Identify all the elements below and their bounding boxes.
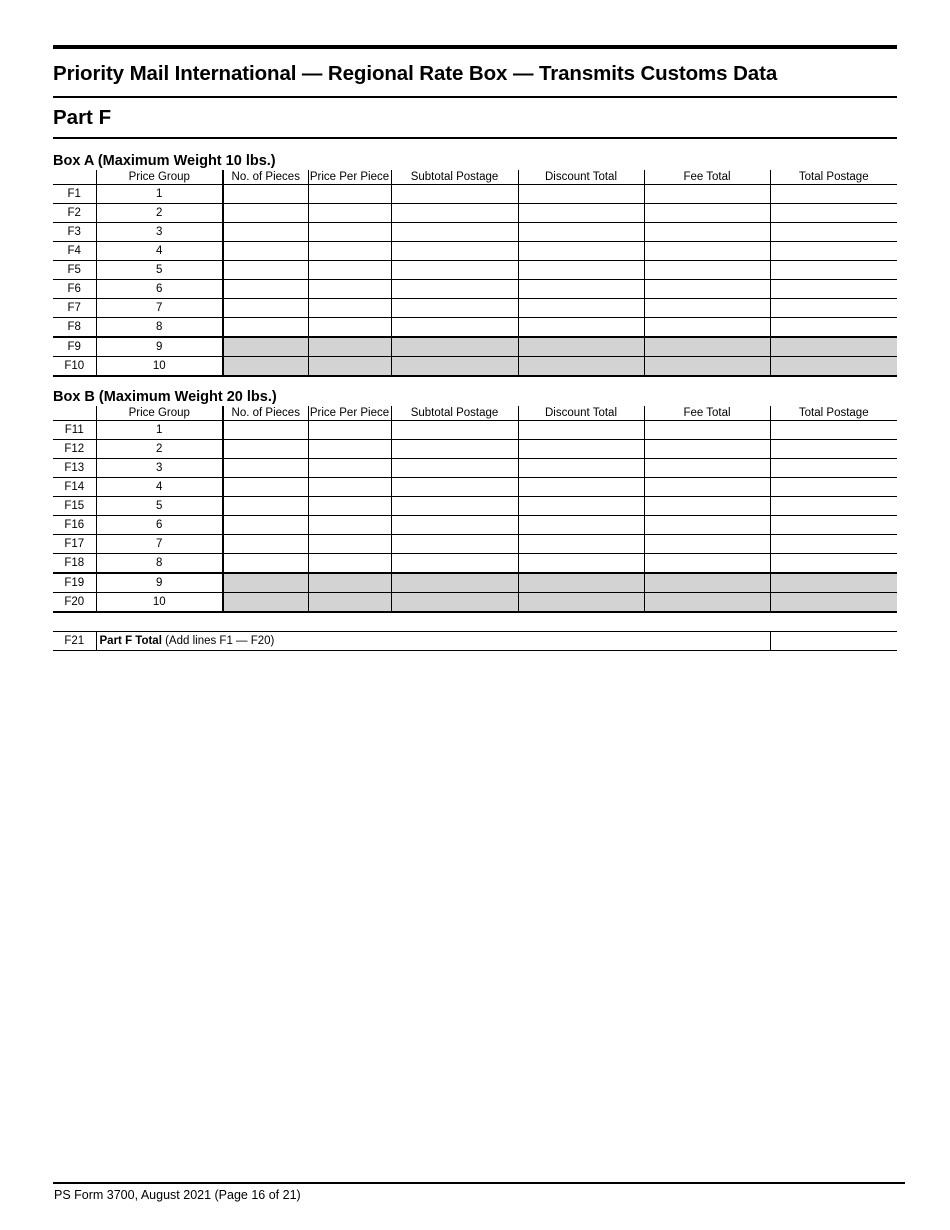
no-of-pieces-field[interactable] <box>223 223 308 242</box>
discount-total-field[interactable] <box>518 554 644 574</box>
price-group-value: 5 <box>96 261 223 280</box>
total-postage-field[interactable] <box>770 261 897 280</box>
row-code: F17 <box>53 535 96 554</box>
no-of-pieces-field <box>223 573 308 593</box>
total-postage-field[interactable] <box>770 478 897 497</box>
table-row <box>53 440 897 459</box>
fee-total-field[interactable] <box>644 242 770 261</box>
price-per-piece-field[interactable] <box>308 185 391 204</box>
price-group-value: 6 <box>96 280 223 299</box>
price-per-piece-field[interactable] <box>308 299 391 318</box>
row-code: F9 <box>53 337 96 357</box>
table-row <box>53 421 897 440</box>
header-subtotal-postage: Subtotal Postage <box>391 406 518 421</box>
total-postage-field[interactable] <box>770 516 897 535</box>
discount-total-field <box>518 337 644 357</box>
no-of-pieces-field[interactable] <box>223 299 308 318</box>
table-row <box>53 204 897 223</box>
subtotal-postage-field[interactable] <box>391 204 518 223</box>
price-per-piece-field[interactable] <box>308 440 391 459</box>
no-of-pieces-field[interactable] <box>223 242 308 261</box>
header-blank <box>53 170 96 185</box>
box-b-title: Box B (Maximum Weight 20 lbs.) <box>53 389 277 405</box>
price-per-piece-field[interactable] <box>308 204 391 223</box>
discount-total-field[interactable] <box>518 497 644 516</box>
subtotal-postage-field[interactable] <box>391 516 518 535</box>
subtotal-postage-field[interactable] <box>391 497 518 516</box>
no-of-pieces-field <box>223 593 308 613</box>
header-total-postage: Total Postage <box>770 406 897 421</box>
total-postage-field[interactable] <box>770 223 897 242</box>
header-subtotal-postage: Subtotal Postage <box>391 170 518 185</box>
no-of-pieces-field[interactable] <box>223 204 308 223</box>
discount-total-field[interactable] <box>518 223 644 242</box>
price-group-value: 2 <box>96 440 223 459</box>
price-per-piece-field[interactable] <box>308 497 391 516</box>
no-of-pieces-field[interactable] <box>223 554 308 574</box>
table-row <box>53 516 897 535</box>
fee-total-field[interactable] <box>644 421 770 440</box>
table-row <box>53 223 897 242</box>
row-code: F10 <box>53 357 96 377</box>
part-total-label <box>96 632 770 651</box>
total-postage-field[interactable] <box>770 440 897 459</box>
fee-total-field <box>644 337 770 357</box>
subtotal-postage-field[interactable] <box>391 261 518 280</box>
price-per-piece-field <box>308 337 391 357</box>
discount-total-field <box>518 357 644 377</box>
row-code: F1 <box>53 185 96 204</box>
discount-total-field[interactable] <box>518 204 644 223</box>
no-of-pieces-field[interactable] <box>223 516 308 535</box>
header-price-group: Price Group <box>96 170 223 185</box>
table-row <box>53 497 897 516</box>
total-postage-field[interactable] <box>770 299 897 318</box>
price-group-value: 9 <box>96 337 223 357</box>
row-code: F11 <box>53 421 96 440</box>
box-a-table <box>53 170 897 377</box>
total-postage-field[interactable] <box>770 421 897 440</box>
subtotal-postage-field[interactable] <box>391 299 518 318</box>
discount-total-field[interactable] <box>518 516 644 535</box>
no-of-pieces-field[interactable] <box>223 185 308 204</box>
discount-total-field[interactable] <box>518 440 644 459</box>
subtotal-postage-field[interactable] <box>391 280 518 299</box>
fee-total-field[interactable] <box>644 535 770 554</box>
row-code: F14 <box>53 478 96 497</box>
header-price-per-piece: Price Per Piece <box>309 171 390 183</box>
row-code: F20 <box>53 593 96 613</box>
subtotal-postage-field[interactable] <box>391 223 518 242</box>
subtotal-postage-field[interactable] <box>391 440 518 459</box>
box-b-table <box>53 406 897 613</box>
fee-total-field[interactable] <box>644 554 770 574</box>
discount-total-field[interactable] <box>518 478 644 497</box>
row-code: F13 <box>53 459 96 478</box>
table-row <box>53 337 897 357</box>
no-of-pieces-field <box>223 357 308 377</box>
total-postage-field[interactable] <box>770 497 897 516</box>
price-group-value: 7 <box>96 299 223 318</box>
price-per-piece-field[interactable] <box>308 223 391 242</box>
table-row <box>53 459 897 478</box>
price-per-piece-field[interactable] <box>308 554 391 574</box>
row-code: F18 <box>53 554 96 574</box>
row-code: F4 <box>53 242 96 261</box>
discount-total-field <box>518 573 644 593</box>
subtotal-postage-field <box>391 593 518 613</box>
header-blank <box>53 406 96 421</box>
row-code: F3 <box>53 223 96 242</box>
price-per-piece-field[interactable] <box>308 535 391 554</box>
table-row <box>53 535 897 554</box>
discount-total-field[interactable] <box>518 318 644 338</box>
row-code: F2 <box>53 204 96 223</box>
fee-total-field[interactable] <box>644 204 770 223</box>
row-code: F12 <box>53 440 96 459</box>
total-postage-field[interactable] <box>770 318 897 338</box>
table-row <box>53 261 897 280</box>
discount-total-field[interactable] <box>518 185 644 204</box>
part-rule <box>53 137 897 139</box>
no-of-pieces-field <box>223 337 308 357</box>
box-a-header-row <box>53 170 897 185</box>
price-per-piece-field <box>308 593 391 613</box>
no-of-pieces-field[interactable] <box>223 497 308 516</box>
price-per-piece-field[interactable] <box>308 459 391 478</box>
table-row <box>53 478 897 497</box>
box-a-title: Box A (Maximum Weight 10 lbs.) <box>53 153 276 169</box>
fee-total-field <box>644 573 770 593</box>
box-a-body <box>53 185 897 377</box>
fee-total-field[interactable] <box>644 440 770 459</box>
table-row <box>53 357 897 377</box>
total-postage-field <box>770 593 897 613</box>
row-code: F5 <box>53 261 96 280</box>
part-total-table <box>53 631 897 651</box>
price-per-piece-field[interactable] <box>308 478 391 497</box>
header-total-postage: Total Postage <box>770 170 897 185</box>
subtotal-postage-field <box>391 337 518 357</box>
header-no-of-pieces: No. of Pieces <box>223 406 308 421</box>
box-b-header-row <box>53 406 897 421</box>
fee-total-field[interactable] <box>644 478 770 497</box>
fee-total-field[interactable] <box>644 516 770 535</box>
subtotal-postage-field <box>391 573 518 593</box>
subtotal-postage-field[interactable] <box>391 554 518 574</box>
total-postage-field[interactable] <box>770 459 897 478</box>
total-postage-field[interactable] <box>770 242 897 261</box>
header-discount-total: Discount Total <box>518 170 644 185</box>
price-group-value: 8 <box>96 318 223 338</box>
price-per-piece-field[interactable] <box>308 318 391 338</box>
price-per-piece-field[interactable] <box>308 516 391 535</box>
discount-total-field[interactable] <box>518 242 644 261</box>
fee-total-field[interactable] <box>644 280 770 299</box>
discount-total-field[interactable] <box>518 261 644 280</box>
table-row <box>53 593 897 613</box>
price-group-value: 6 <box>96 516 223 535</box>
price-group-value: 7 <box>96 535 223 554</box>
part-total-label-rest: (Add lines F1 — F20) <box>161 635 275 647</box>
subtotal-postage-field[interactable] <box>391 242 518 261</box>
part-total-row <box>53 632 897 651</box>
no-of-pieces-field[interactable] <box>223 421 308 440</box>
price-group-value: 4 <box>96 478 223 497</box>
row-code: F6 <box>53 280 96 299</box>
price-per-piece-field[interactable] <box>308 280 391 299</box>
row-code: F16 <box>53 516 96 535</box>
fee-total-field <box>644 593 770 613</box>
subtotal-postage-field[interactable] <box>391 478 518 497</box>
total-postage-field[interactable] <box>770 185 897 204</box>
price-per-piece-field <box>308 357 391 377</box>
table-row <box>53 242 897 261</box>
price-group-value: 3 <box>96 459 223 478</box>
fee-total-field[interactable] <box>644 318 770 338</box>
price-per-piece-field <box>308 573 391 593</box>
price-per-piece-field[interactable] <box>308 421 391 440</box>
total-postage-field[interactable] <box>770 204 897 223</box>
form-title: Priority Mail International — Regional Rate Box — Transmits Customs Data <box>53 62 778 85</box>
row-code: F19 <box>53 573 96 593</box>
total-postage-field <box>770 573 897 593</box>
row-code: F15 <box>53 497 96 516</box>
fee-total-field[interactable] <box>644 299 770 318</box>
part-title: Part F <box>53 106 112 129</box>
discount-total-field[interactable] <box>518 535 644 554</box>
discount-total-field[interactable] <box>518 459 644 478</box>
part-total-field[interactable] <box>770 632 897 651</box>
no-of-pieces-field[interactable] <box>223 535 308 554</box>
subtotal-postage-field[interactable] <box>391 535 518 554</box>
fee-total-field <box>644 357 770 377</box>
row-code: F8 <box>53 318 96 338</box>
price-per-piece-field[interactable] <box>308 242 391 261</box>
no-of-pieces-field[interactable] <box>223 280 308 299</box>
price-group-value: 9 <box>96 573 223 593</box>
total-postage-field <box>770 337 897 357</box>
total-postage-field <box>770 357 897 377</box>
subtotal-postage-field[interactable] <box>391 459 518 478</box>
price-group-value: 4 <box>96 242 223 261</box>
subtotal-postage-field <box>391 357 518 377</box>
table-row <box>53 299 897 318</box>
price-group-value: 1 <box>96 421 223 440</box>
table-row <box>53 280 897 299</box>
price-group-value: 3 <box>96 223 223 242</box>
fee-total-field[interactable] <box>644 223 770 242</box>
total-postage-field[interactable] <box>770 280 897 299</box>
fee-total-field[interactable] <box>644 497 770 516</box>
subtotal-postage-field[interactable] <box>391 185 518 204</box>
row-code: F7 <box>53 299 96 318</box>
total-postage-field[interactable] <box>770 554 897 574</box>
part-total-label-bold: Part F Total <box>99 635 162 647</box>
form-footer: PS Form 3700, August 2021 (Page 16 of 21) <box>53 1182 905 1202</box>
no-of-pieces-field[interactable] <box>223 478 308 497</box>
subtotal-postage-field[interactable] <box>391 318 518 338</box>
header-price-per-piece: Price Per Piece <box>309 407 390 419</box>
price-per-piece-field[interactable] <box>308 261 391 280</box>
header-fee-total: Fee Total <box>644 170 770 185</box>
table-row <box>53 573 897 593</box>
price-group-value: 10 <box>96 593 223 613</box>
table-row <box>53 185 897 204</box>
header-no-of-pieces: No. of Pieces <box>223 170 308 185</box>
discount-total-field[interactable] <box>518 280 644 299</box>
price-group-value: 10 <box>96 357 223 377</box>
box-b-body <box>53 421 897 613</box>
no-of-pieces-field[interactable] <box>223 459 308 478</box>
price-group-value: 1 <box>96 185 223 204</box>
table-row <box>53 554 897 574</box>
row-code: F21 <box>53 632 96 651</box>
no-of-pieces-field[interactable] <box>223 318 308 338</box>
header-fee-total: Fee Total <box>644 406 770 421</box>
fee-total-field[interactable] <box>644 459 770 478</box>
subtotal-postage-field[interactable] <box>391 421 518 440</box>
fee-total-field[interactable] <box>644 261 770 280</box>
discount-total-field <box>518 593 644 613</box>
form-page <box>53 45 897 651</box>
table-row <box>53 318 897 338</box>
no-of-pieces-field[interactable] <box>223 261 308 280</box>
price-group-value: 8 <box>96 554 223 574</box>
total-postage-field[interactable] <box>770 535 897 554</box>
discount-total-field[interactable] <box>518 421 644 440</box>
discount-total-field[interactable] <box>518 299 644 318</box>
fee-total-field[interactable] <box>644 185 770 204</box>
price-group-value: 5 <box>96 497 223 516</box>
header-discount-total: Discount Total <box>518 406 644 421</box>
price-group-value: 2 <box>96 204 223 223</box>
header-price-group: Price Group <box>96 406 223 421</box>
no-of-pieces-field[interactable] <box>223 440 308 459</box>
